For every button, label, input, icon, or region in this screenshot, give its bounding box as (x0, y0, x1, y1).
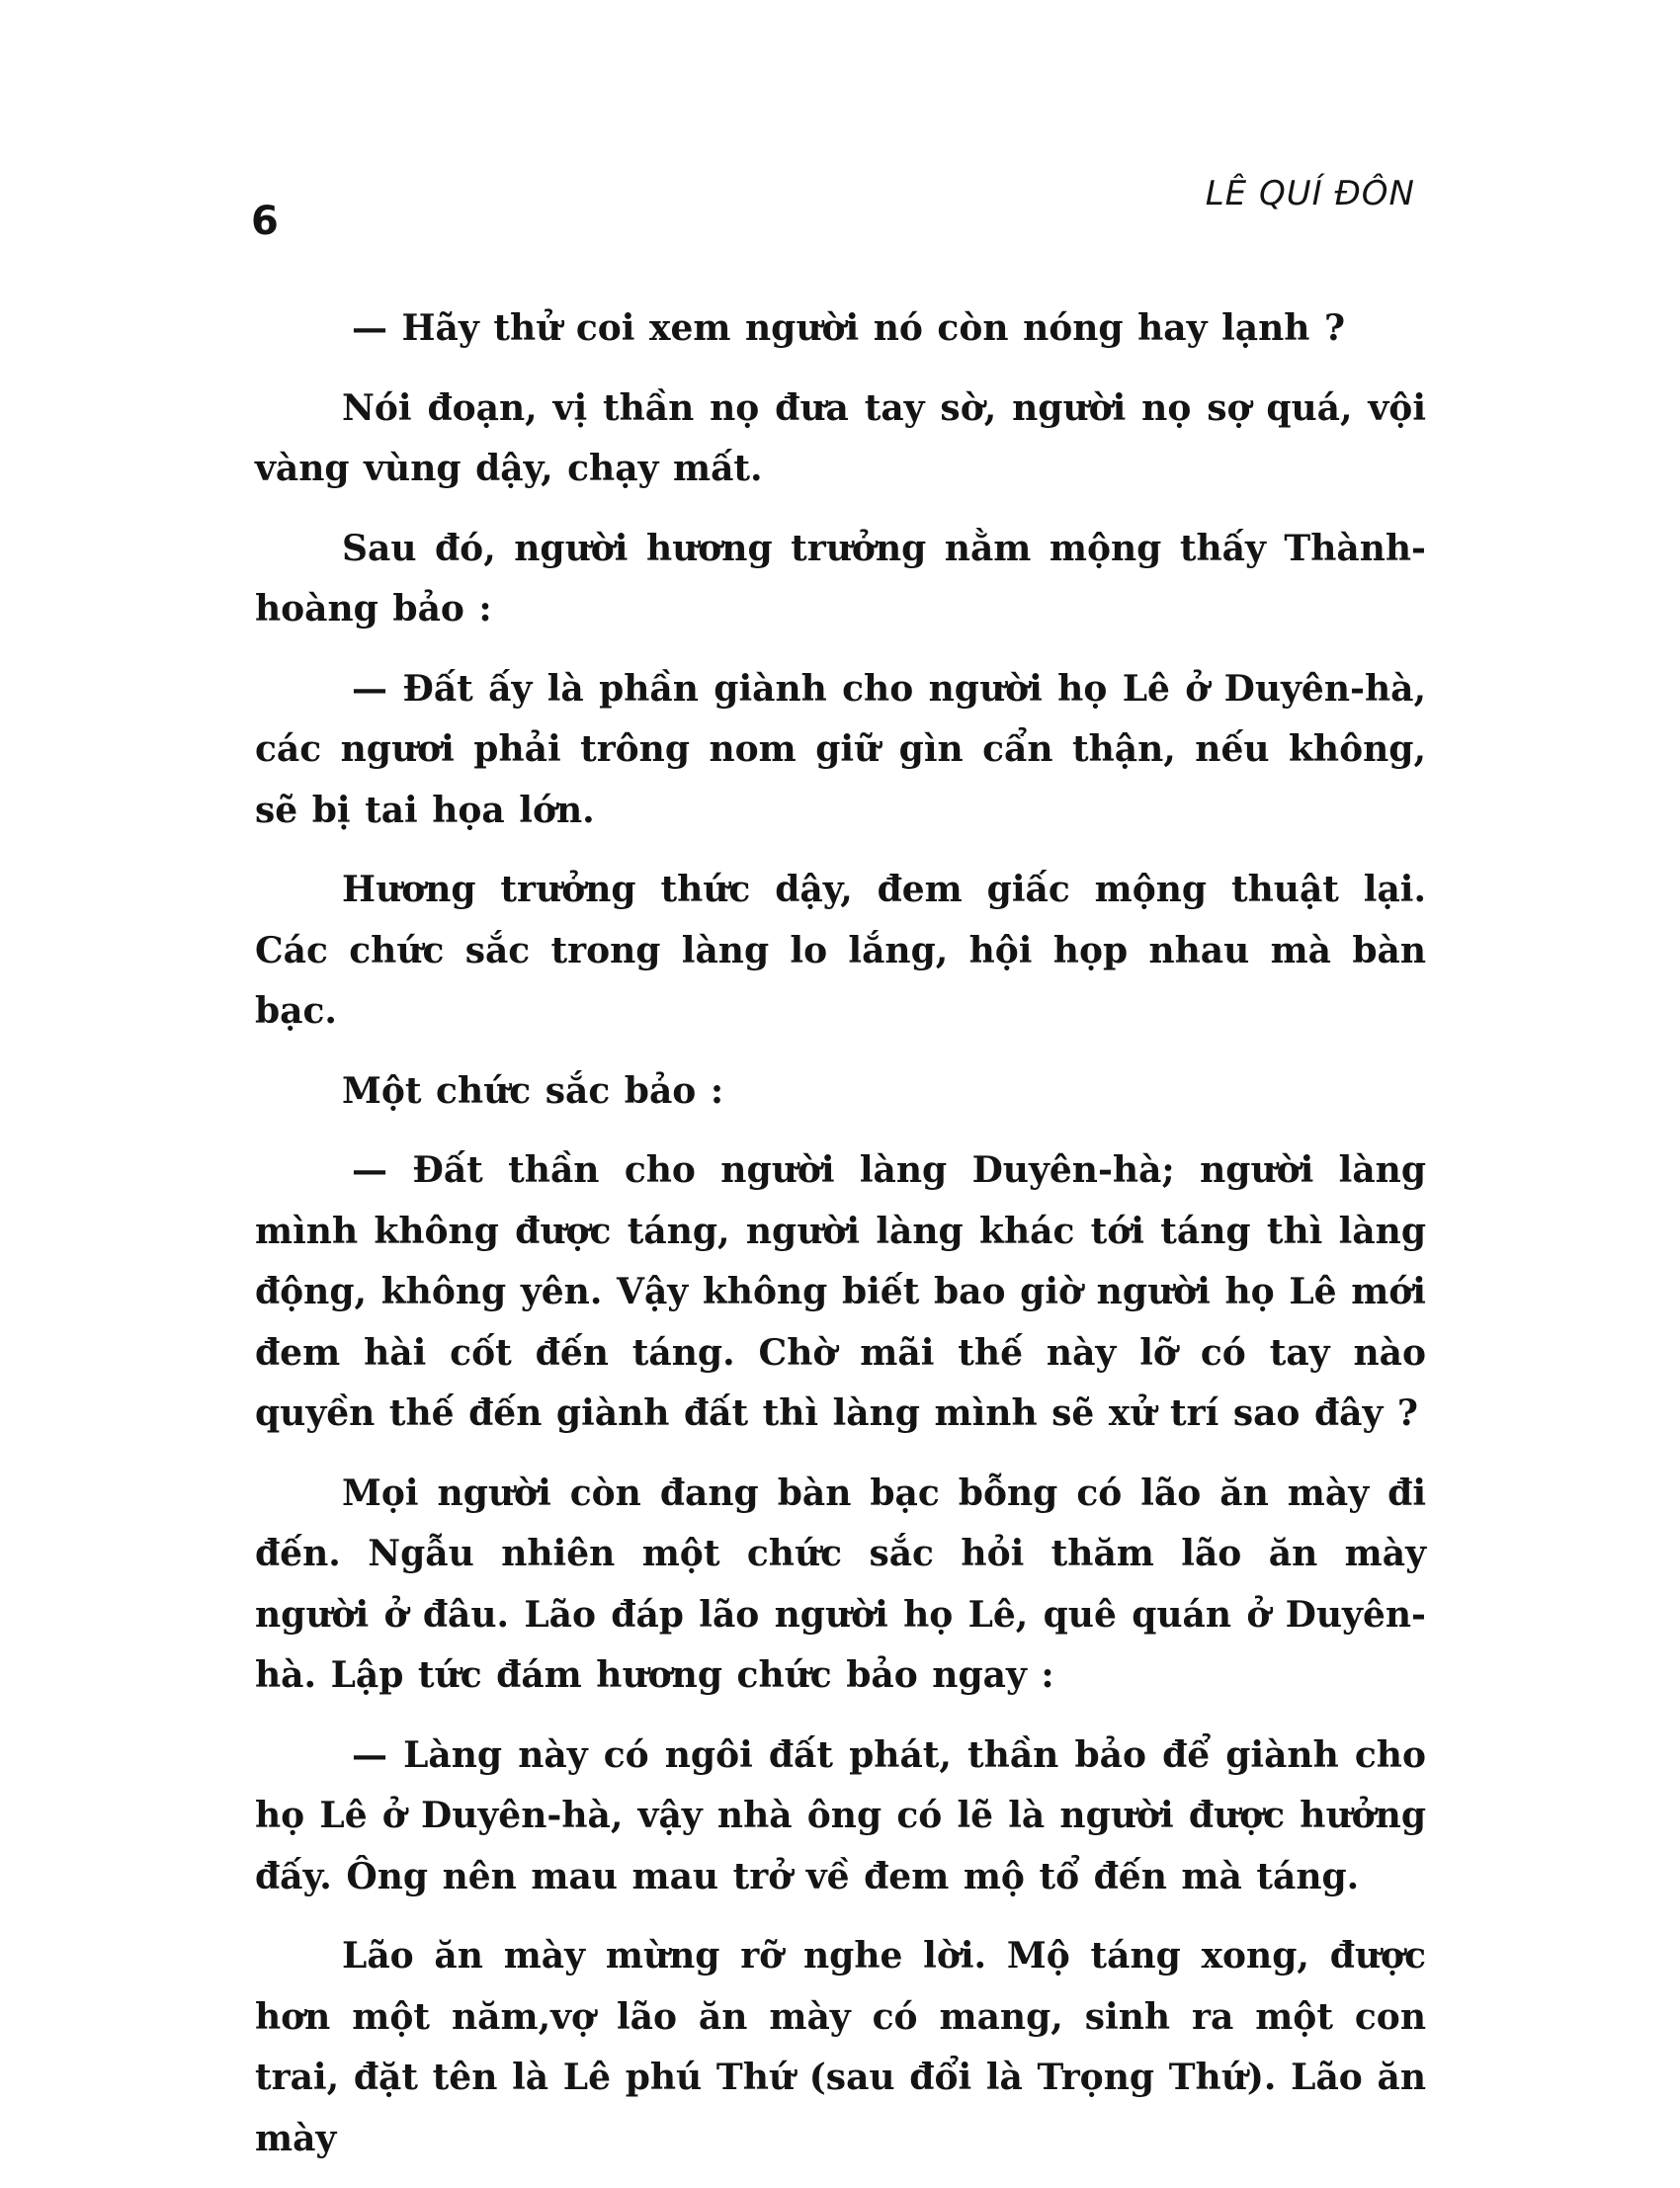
narrative-paragraph: Mọi người còn đang bàn bạc bỗng có lão ăn mày đi đến. Ngẫu nhiên một chức sắc hỏi thăm lão ăn mày người ở đâu. Lão đáp lão người họ Lê, quê quán ở Duyên-hà. Lập tức đám hương chức bảo ngay : (255, 1472, 1426, 1696)
narrative-paragraph: Lão ăn mày mừng rỡ nghe lời. Mộ táng xong, được hơn một năm,vợ lão ăn mày có mang, sinh ra một con trai, đặt tên là Lê phú Thứ (sau đổi là Trọng Thứ). Lão ăn mày (255, 1935, 1426, 2159)
dialogue-paragraph: — Làng này có ngôi đất phát, thần bảo để giành cho họ Lê ở Duyên-hà, vậy nhà ông có lẽ là người được hưởng đấy. Ông nên mau mau trở về đem mộ tổ đến mà táng. (255, 1733, 1426, 1897)
dialogue-paragraph: — Đất thần cho người làng Duyên-hà; người làng mình không được táng, người làng khác tới táng thì làng động, không yên. Vậy không biết bao giờ người họ Lê mới đem hài cốt đến táng. Chờ mãi thế này lỡ có tay nào quyền thế đến giành đất thì làng mình sẽ xử trí sao đây ? (255, 1149, 1426, 1434)
narrative-paragraph: Hương trưởng thức dậy, đem giấc mộng thuật lại. Các chức sắc trong làng lo lắng, hội họp nhau mà bàn bạc. (255, 869, 1426, 1032)
page-number: 6 (251, 199, 279, 244)
dialogue-paragraph: — Hãy thử coi xem người nó còn nóng hay lạnh ? (352, 307, 1346, 349)
dialogue-paragraph: — Đất ấy là phần giành cho người họ Lê ở Duyên-hà, các ngươi phải trông nom giữ gìn cẩn thận, nếu không, sẽ bị tai họa lớn. (255, 667, 1426, 831)
running-head: LÊ QUÍ ĐÔN (1205, 174, 1415, 213)
narrative-paragraph: Sau đó, người hương trưởng nằm mộng thấy Thành-hoàng bảo : (255, 527, 1426, 630)
narrative-paragraph: Một chức sắc bảo : (342, 1069, 724, 1112)
page-body (255, 298, 1426, 2188)
narrative-paragraph: Nói đoạn, vị thần nọ đưa tay sờ, người nọ sợ quá, vội vàng vùng dậy, chạy mất. (255, 386, 1426, 489)
